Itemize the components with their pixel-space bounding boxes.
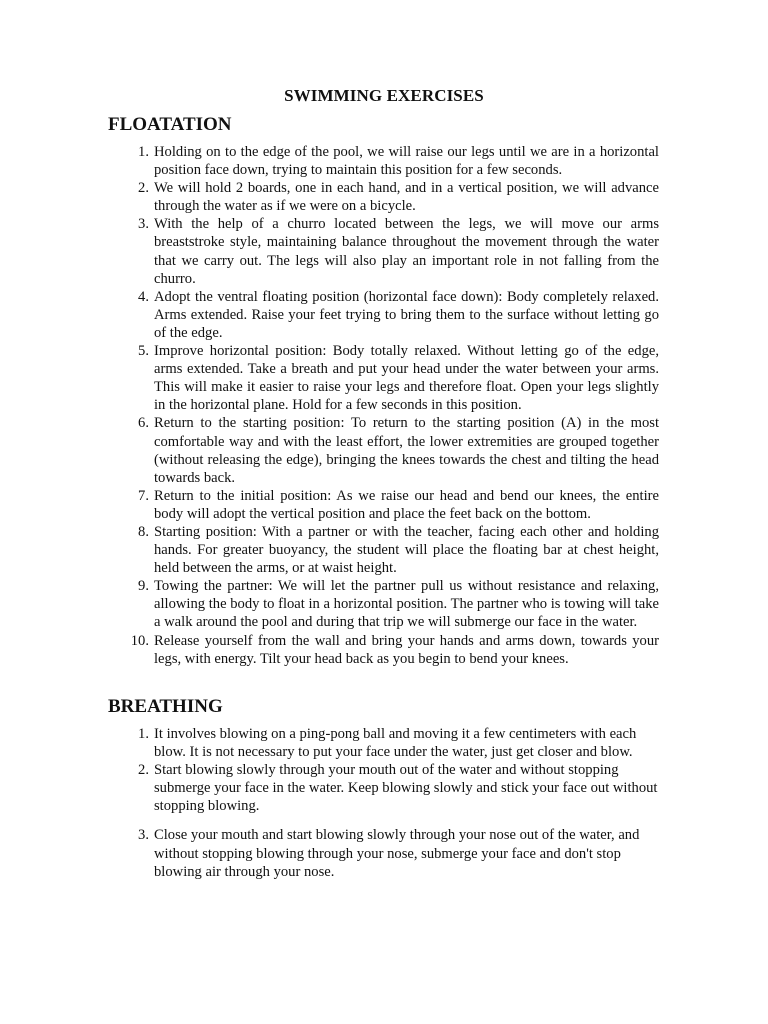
item-number: 5. bbox=[138, 343, 149, 360]
item-text: Return to the initial position: As we raise our head and bend our knees, the entire body will adopt the vertical position and place the feet back on the bottom. bbox=[154, 487, 659, 522]
item-text: Holding on to the edge of the pool, we will raise our legs until we are in a horizontal position face down, trying to maintain this position for a few seconds. bbox=[154, 144, 659, 179]
item-text: Adopt the ventral floating position (horizontal face down): Body completely relaxed. Arms extended. Raise your feet trying to bring them to the surface without letting go of the edge. bbox=[154, 288, 659, 341]
item-text: We will hold 2 boards, one in each hand, and in a vertical position, we will advance through the water as if we were on a bicycle. bbox=[154, 180, 659, 215]
item-number: 2. bbox=[138, 180, 149, 197]
section-heading-breathing: BREATHING bbox=[108, 696, 223, 717]
item-number: 9. bbox=[138, 578, 149, 595]
item-text: Release yourself from the wall and bring your hands and arms down, towards your legs, with energy. Tilt your head back as you begin to bend your knees. bbox=[154, 632, 659, 667]
item-number: 1. bbox=[138, 726, 149, 742]
item-text: Starting position: With a partner or with the teacher, facing each other and holding hands. For greater buoyancy, the student will place the floating bar at chest height, held between the arms, or at waist height. bbox=[154, 523, 659, 577]
list-item bbox=[124, 143, 659, 179]
item-number: 3. bbox=[138, 827, 149, 844]
list-item bbox=[124, 414, 659, 486]
item-text: With the help of a churro located between the legs, we will move our arms breaststroke style, maintaining balance throughout the movement through the water that we carry out. The legs will also play an important role in not falling from the churro. bbox=[154, 216, 659, 287]
list-item bbox=[124, 487, 659, 523]
item-number: 1. bbox=[138, 144, 149, 160]
item-text: Start blowing slowly through your mouth out of the water and without stopping submerge your face in the water. Keep blowing slowly and stick your face out without stopping blowing. bbox=[154, 762, 658, 815]
list-item bbox=[124, 761, 659, 815]
floatation-list bbox=[124, 143, 659, 668]
item-number: 10. bbox=[130, 632, 149, 649]
list-item bbox=[124, 523, 659, 577]
item-text: Improve horizontal position: Body totally relaxed. Without letting go of the edge, arms extended. Take a breath and put your head under the water between your arms. This will make it easier to raise your legs and therefore float. Open your legs slightly in the horizontal plane. Hold for a few seconds in this position. bbox=[154, 343, 659, 414]
list-item bbox=[124, 725, 659, 761]
breathing-list bbox=[124, 725, 659, 881]
list-item bbox=[124, 215, 659, 287]
item-number: 3. bbox=[138, 216, 149, 233]
document-title: SWIMMING EXERCISES bbox=[284, 86, 484, 105]
item-number: 7. bbox=[138, 487, 149, 504]
item-text: Return to the starting position: To return to the starting position (A) in the most comfortable way and with the least effort, the lower extremities are grouped together (without releasing the edge), bringing the knees towards the chest and tilting the head towards back. bbox=[154, 415, 659, 486]
item-number: 2. bbox=[138, 762, 149, 779]
item-number: 4. bbox=[138, 288, 149, 305]
section-heading-floatation: FLOATATION bbox=[108, 114, 232, 135]
list-item bbox=[124, 342, 659, 414]
item-number: 6. bbox=[138, 415, 149, 432]
list-item bbox=[124, 577, 659, 631]
list-item bbox=[124, 826, 659, 880]
item-number: 8. bbox=[138, 523, 149, 540]
list-item bbox=[124, 288, 659, 342]
item-text: Close your mouth and start blowing slowly through your nose out of the water, and without stopping blowing through your nose, submerge your face and don't stop blowing air through your nose. bbox=[154, 827, 640, 880]
list-item bbox=[124, 632, 659, 668]
item-text: Towing the partner: We will let the partner pull us without resistance and relaxing, allowing the body to float in a horizontal position. The partner who is towing will take a walk around the pool and during that trip we will submerge our face in the water. bbox=[154, 578, 659, 631]
item-text: It involves blowing on a ping-pong ball and moving it a few centimeters with each blow. It is not necessary to put your face under the water, just get closer and blow. bbox=[154, 726, 637, 761]
list-item bbox=[124, 179, 659, 215]
